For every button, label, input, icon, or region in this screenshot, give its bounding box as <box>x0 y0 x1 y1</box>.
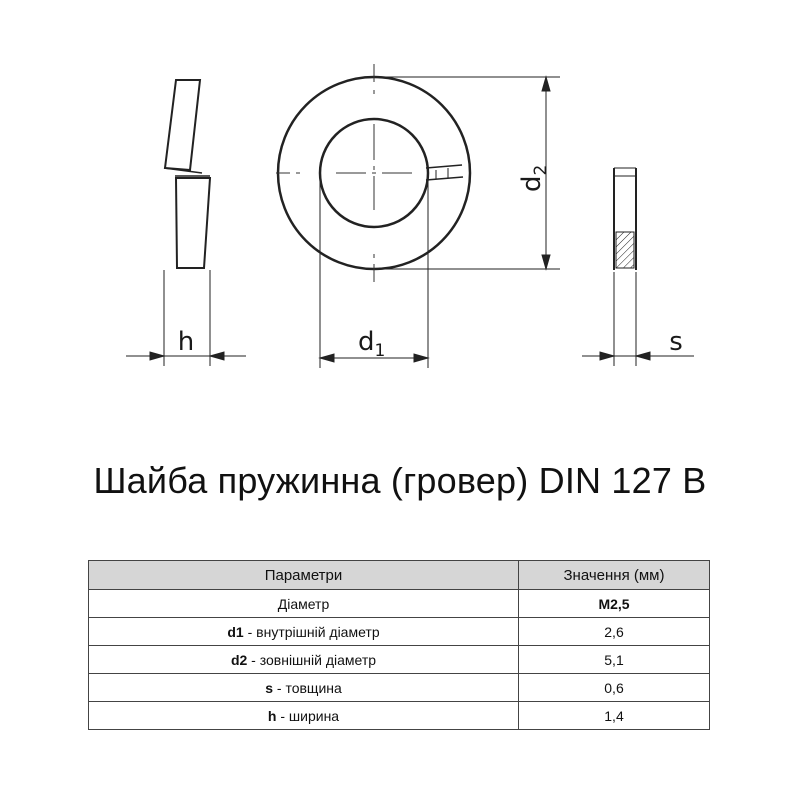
param-symbol: s <box>265 679 273 696</box>
param-label: - ширина <box>276 707 340 724</box>
param-label: - зовнішній діаметр <box>247 651 377 668</box>
washer-side-view <box>164 80 210 268</box>
param-label: Діаметр <box>277 595 330 612</box>
value-cell: M2,5 <box>519 590 710 618</box>
washer-section-view <box>614 168 636 270</box>
s-label: s <box>669 327 683 357</box>
param-cell <box>89 646 519 674</box>
value-cell: 1,4 <box>519 702 710 730</box>
table-body <box>89 590 710 730</box>
page-title: Шайба пружинна (гровер) DIN 127 B <box>93 460 707 501</box>
header-params: Параметри <box>89 561 519 590</box>
param-cell <box>89 674 519 702</box>
param-label: - товщина <box>273 679 342 696</box>
table-row <box>89 674 710 702</box>
value-cell: 0,6 <box>519 674 710 702</box>
value-cell: 2,6 <box>519 618 710 646</box>
d1-label: $d_1$ <box>358 327 386 361</box>
table-row <box>89 590 710 618</box>
h-label: h <box>177 327 195 357</box>
param-symbol: d2 <box>230 651 248 668</box>
param-symbol: h <box>267 707 277 724</box>
parameters-table <box>88 560 710 730</box>
table-row <box>89 646 710 674</box>
table-row <box>89 702 710 730</box>
param-label: - внутрішній діаметр <box>243 623 380 640</box>
d2-label: $d_2$ <box>517 164 551 192</box>
param-symbol: d1 <box>227 623 244 640</box>
table-row <box>89 618 710 646</box>
param-cell <box>89 590 519 618</box>
param-cell <box>89 618 519 646</box>
value-cell: 5,1 <box>519 646 710 674</box>
table-header-row <box>89 561 710 590</box>
center-lines <box>276 64 412 282</box>
param-cell <box>89 702 519 730</box>
header-values: Значення (мм) <box>519 561 710 590</box>
